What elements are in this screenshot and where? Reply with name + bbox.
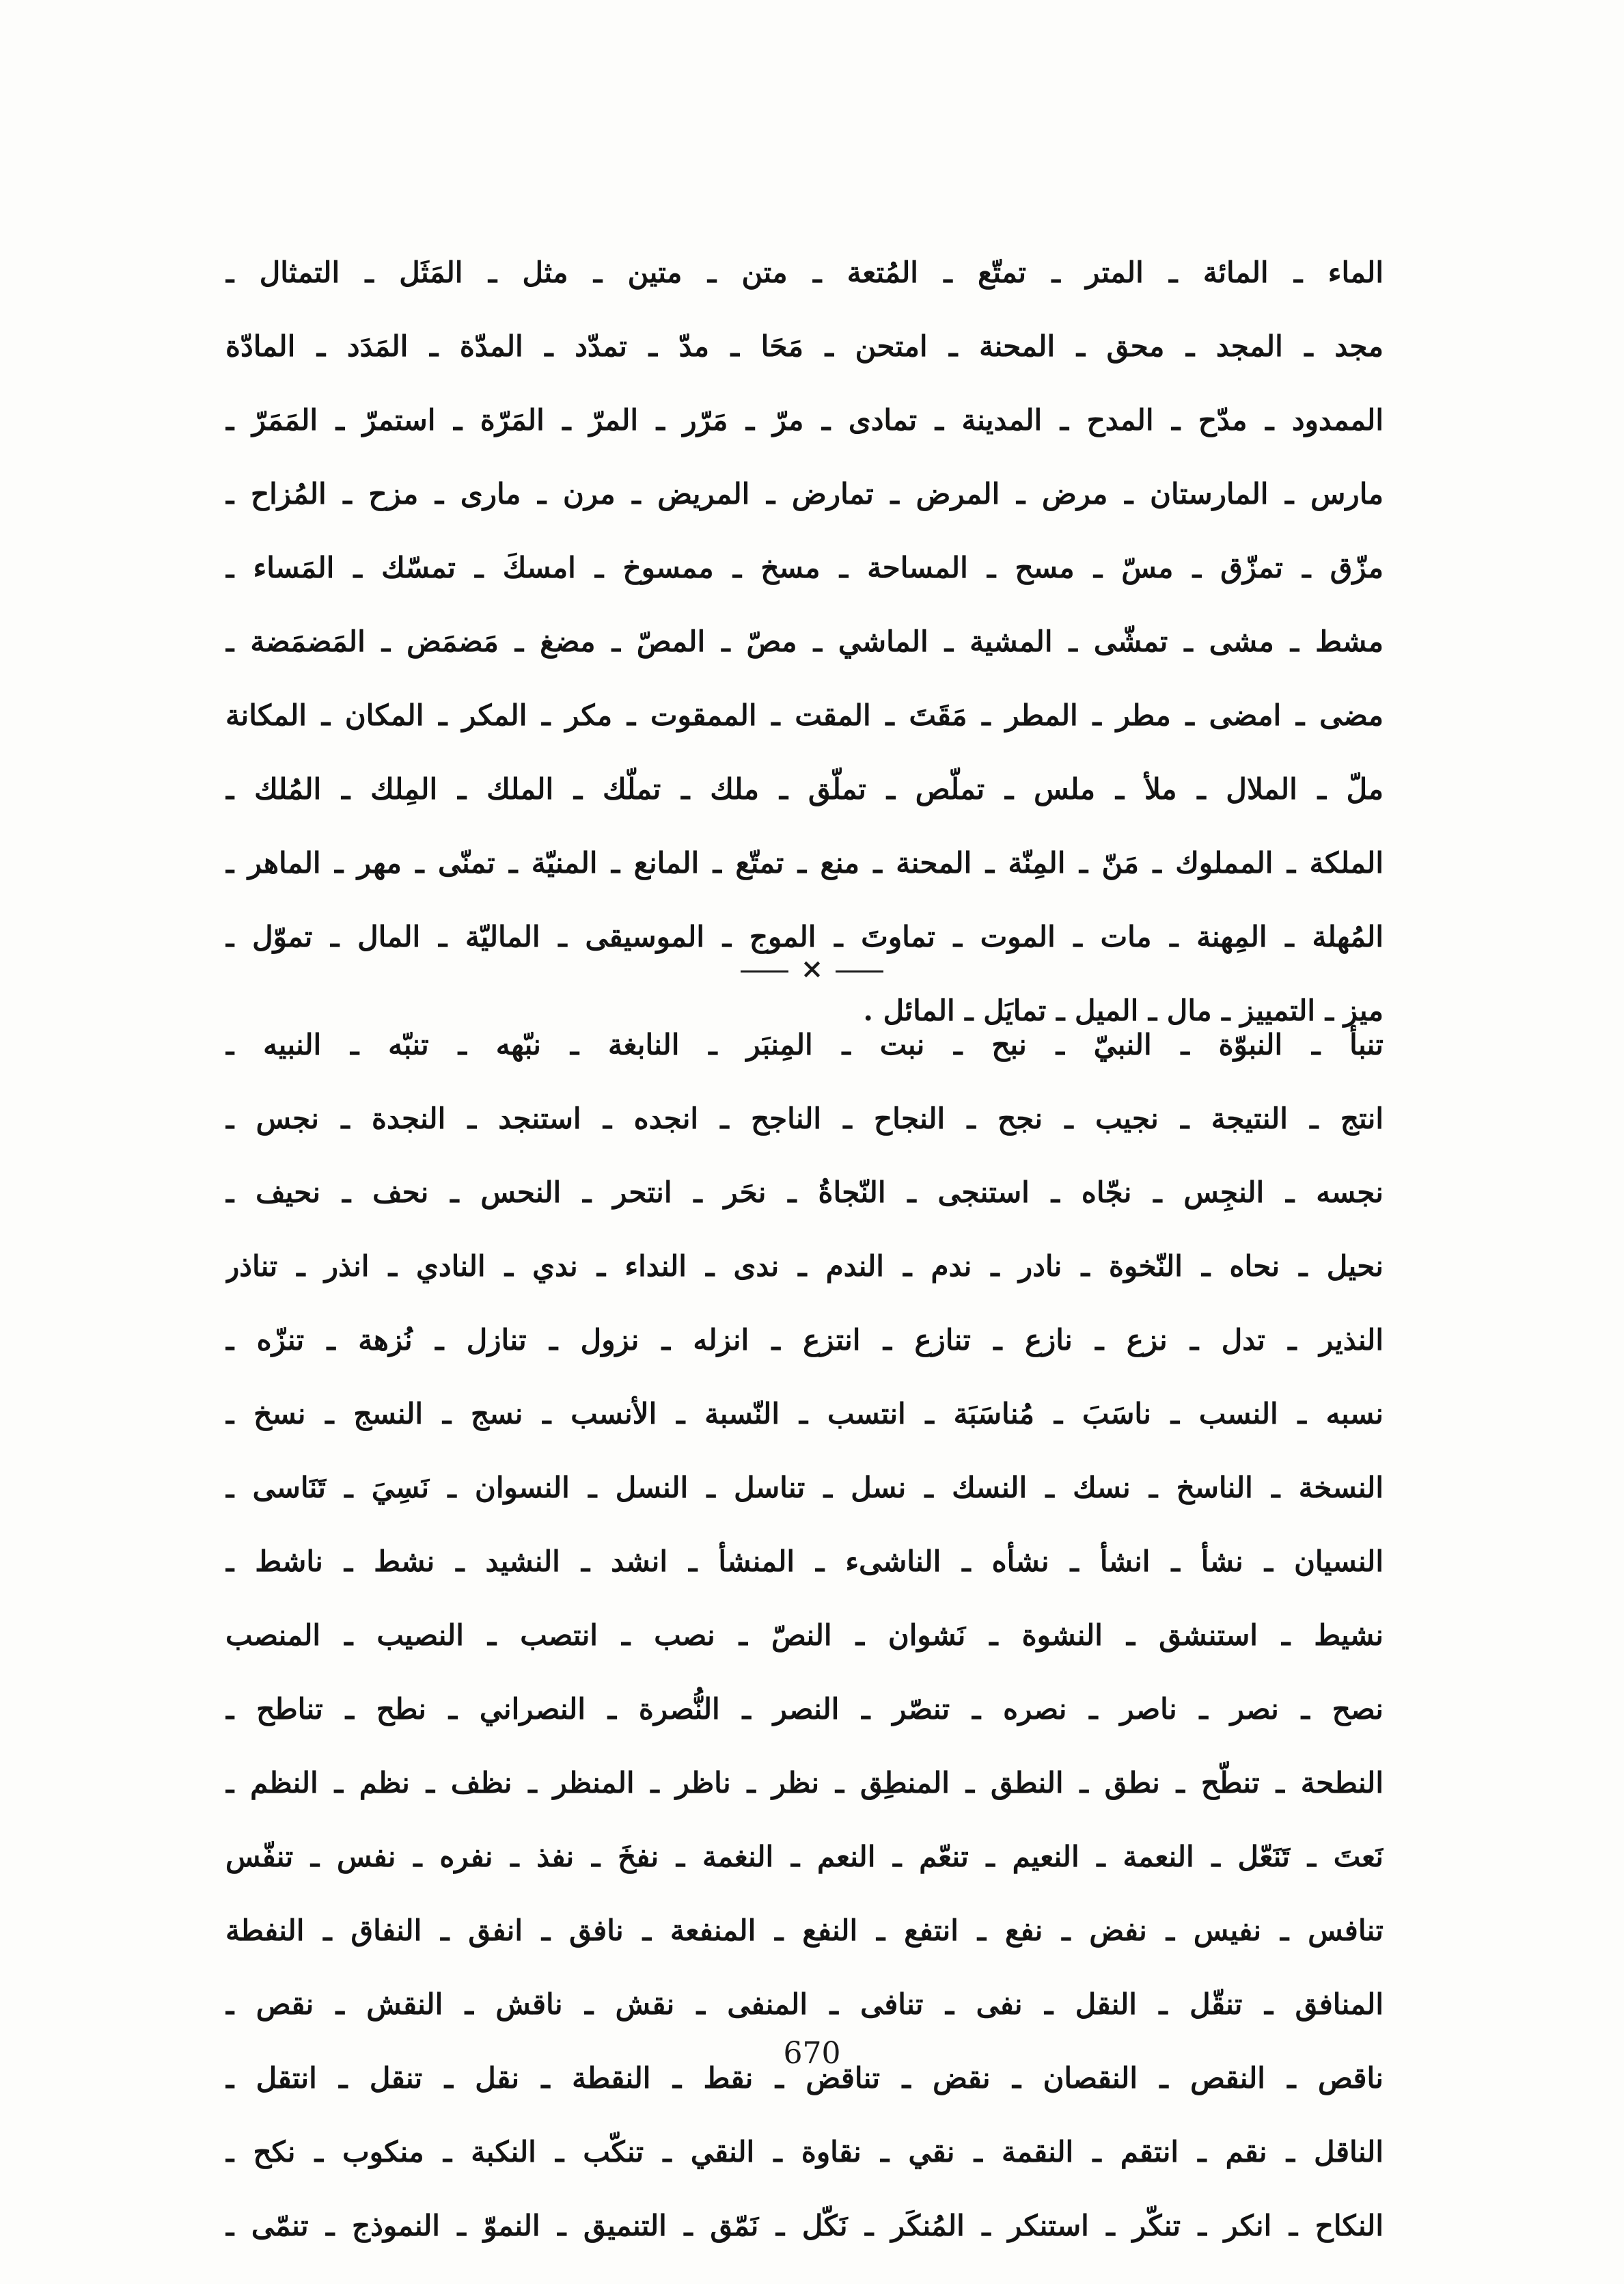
text-line: الماء ـ المائة ـ المتر ـ تمتّع ـ المُتعة ـ متن ـ متين ـ مثل ـ المَثَل ـ التمثال ـ — [225, 256, 1384, 289]
text-line: مجد ـ المجد ـ محق ـ المحنة ـ امتحن ـ مَحَا ـ مدّ ـ تمدّد ـ المدّة ـ المَدَد ـ المادّة — [225, 329, 1384, 363]
text-line: تنافس ـ نفيس ـ نفض ـ نفع ـ انتفع ـ النفع ـ المنفعة ـ نافق ـ انفق ـ النفاق ـ النفطة — [225, 1914, 1384, 1947]
text-line: نحيل ـ نحاه ـ النّخوة ـ نادر ـ ندم ـ الندم ـ ندى ـ النداء ـ ندي ـ النادي ـ انذر ـ تناذر — [225, 1249, 1384, 1283]
separator-mark: × — [800, 953, 824, 985]
text-line: النطحة ـ تنطّح ـ نطق ـ النطق ـ المنطِق ـ نظر ـ ناظر ـ المنظر ـ نظف ـ نظم ـ النظم ـ — [225, 1766, 1384, 1799]
text-line: مارس ـ المارستان ـ مرض ـ المرض ـ تمارض ـ المريض ـ مرن ـ مارى ـ مزح ـ المُزاح ـ — [225, 477, 1384, 511]
word-list-section-mim — [225, 236, 1384, 1048]
separator-dash — [836, 970, 883, 973]
text-line: الملكة ـ المملوك ـ مَنّ ـ المِنّة ـ المحنة ـ منع ـ تمتّع ـ المانع ـ المنيّة ـ تمنّى ـ مهر ـ الماهر ـ — [225, 846, 1384, 880]
text-line: نَعتَ ـ تَنَعّل ـ النعمة ـ النعيم ـ تنعّم ـ النعم ـ النغمة ـ نفخَ ـ نفذ ـ نفره ـ نفس ـ تنفّس — [225, 1840, 1384, 1873]
text-line: مشط ـ مشى ـ تمشّى ـ المشية ـ الماشي ـ مصّ ـ المصّ ـ مضغ ـ مَضمَض ـ المَضمَضة ـ — [225, 625, 1384, 658]
text-line: تنبأ ـ النبوّة ـ النبيّ ـ نبح ـ نبت ـ المِنبَر ـ النابغة ـ نبّهه ـ تنبّه ـ النبيه ـ — [225, 1028, 1384, 1061]
text-line: نسبه ـ النسب ـ ناسَبَ ـ مُناسَبَة ـ انتسب ـ النّسبة ـ الأنسب ـ نسج ـ النسج ـ نسخ ـ — [225, 1397, 1384, 1430]
text-line: المنافق ـ تنقّل ـ النقل ـ نفى ـ تنافى ـ المنفى ـ نقش ـ ناقش ـ النقش ـ نقص ـ — [225, 1987, 1384, 2021]
text-line: مضى ـ امضى ـ مطر ـ المطر ـ مَقَتَ ـ المقت ـ الممقوت ـ مكر ـ المكر ـ المكان ـ المكانة — [225, 698, 1384, 732]
text-line: النذير ـ تدل ـ نزع ـ نازع ـ تنازع ـ انتزع ـ انزله ـ نزول ـ تنازل ـ نُزهة ـ تنزّه ـ — [225, 1323, 1384, 1357]
text-line: نصح ـ نصر ـ ناصر ـ نصره ـ تنصّر ـ النصر ـ النُّصرة ـ النصراني ـ نطح ـ تناطح ـ — [225, 1692, 1384, 1726]
text-line: النكاح ـ انكر ـ تنكّر ـ استنكر ـ المُنكَر ـ نَكّل ـ نَمّق ـ التنميق ـ النموّ ـ النموذج ـ تنمّى ـ — [225, 2209, 1384, 2242]
section-separator — [0, 949, 1624, 990]
text-line: ملّ ـ الملال ـ ملأ ـ ملس ـ تملّص ـ تملّق ـ ملك ـ تملّك ـ الملك ـ المِلك ـ المُلك ـ — [225, 772, 1384, 806]
text-line: ناقص ـ النقص ـ النقصان ـ نقض ـ تناقض ـ نقط ـ النقطة ـ نقل ـ تنقل ـ انتقل ـ — [225, 2061, 1384, 2095]
word-list-section-nun — [225, 1008, 1384, 2263]
text-line: نجسه ـ النجِس ـ نجّاه ـ استنجى ـ النّجاةُ ـ نحَر ـ انتحر ـ النحس ـ نحف ـ نحيف ـ — [225, 1175, 1384, 1209]
text-line: المُهلة ـ المِهنة ـ مات ـ الموت ـ تماوتَ ـ الموج ـ الموسيقى ـ الماليّة ـ المال ـ تموّل ـ — [225, 920, 1384, 953]
text-line: مزّق ـ تمزّق ـ مسّ ـ مسح ـ المساحة ـ مسخ ـ ممسوخ ـ امسكَ ـ تمسّك ـ المَساء ـ — [225, 551, 1384, 584]
text-line: انتج ـ النتيجة ـ نجيب ـ نجح ـ النجاح ـ الناجح ـ انجده ـ استنجد ـ النجدة ـ نجس ـ — [225, 1102, 1384, 1135]
text-line: ميز ـ التمييز ـ مال ـ الميل ـ تمايَل ـ المائل . — [863, 994, 1384, 1027]
text-line: الناقل ـ نقم ـ انتقم ـ النقمة ـ نقي ـ نقاوة ـ النقي ـ تنكّب ـ النكبة ـ منكوب ـ نكح ـ — [225, 2135, 1384, 2169]
page-number: 670 — [783, 2036, 841, 2071]
text-line: الممدود ـ مدّح ـ المدح ـ المدينة ـ تمادى ـ مرّ ـ مَرّر ـ المرّ ـ المَرّة ـ استمرّ ـ المَمَرّ ـ — [225, 403, 1384, 437]
text-line: النسخة ـ الناسخ ـ نسك ـ النسك ـ نسل ـ تناسل ـ النسل ـ النسوان ـ نَسِيَ ـ تَنَاسى ـ — [225, 1471, 1384, 1504]
separator-dash — [741, 970, 788, 973]
text-line: النسيان ـ نشأ ـ انشأ ـ نشأه ـ الناشىء ـ المنشأ ـ انشد ـ النشيد ـ نشط ـ ناشط ـ — [225, 1545, 1384, 1578]
text-line: نشيط ـ استنشق ـ النشوة ـ نَشوان ـ النصّ ـ نصب ـ انتصب ـ النصيب ـ المنصب — [225, 1618, 1384, 1652]
